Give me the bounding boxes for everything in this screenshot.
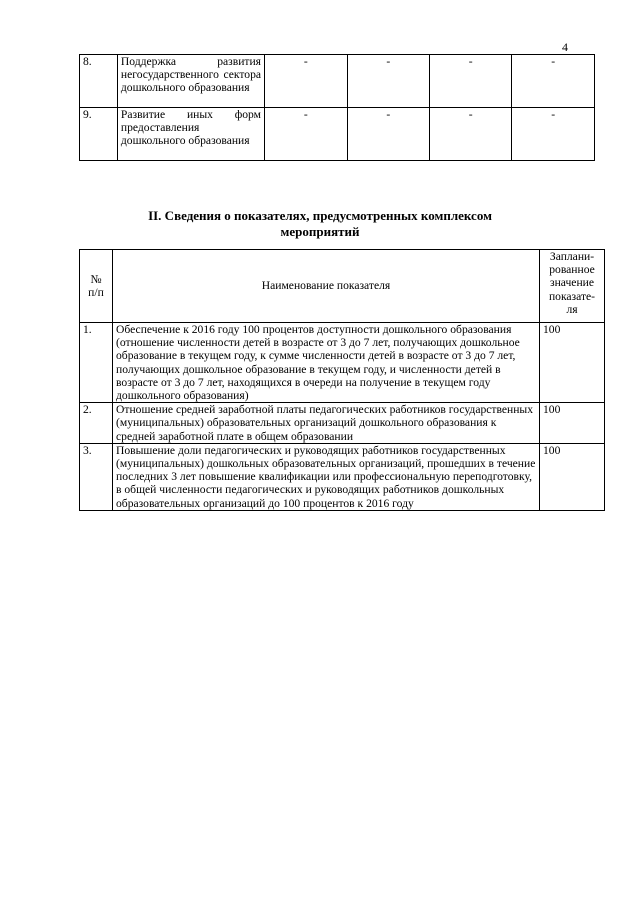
- row-name: Поддержка развития негосударственного сектора дошкольного образования: [117, 55, 264, 108]
- row-value: -: [265, 55, 347, 108]
- section-title-line: II. Сведения о показателях, предусмотренных комплексом: [148, 208, 492, 223]
- table-header-row: [80, 250, 605, 323]
- row-value: -: [512, 55, 595, 108]
- row-text: Повышение доли педагогических и руководящих работников государственных (муниципальных) дошкольных образовательных организаций, прошедших в течение последних 3 лет повышение квалификации или профессиональную переподготовку, в общей численности педагогических и руководящих работников дошкольных образовательных организаций до 100 процентов к 2016 году: [113, 443, 540, 510]
- row-value: -: [512, 108, 595, 161]
- header-number-label: п/п: [88, 286, 104, 299]
- row-number: 9.: [80, 108, 118, 161]
- header-value-line: ля: [566, 302, 578, 316]
- row-number: 8.: [80, 55, 118, 108]
- row-number: 3.: [80, 443, 113, 510]
- row-text: Отношение средней заработной платы педагогических работников государственных (муниципальных) образовательных организаций дошкольного образования к средней заработной плате в общем образовании: [113, 403, 540, 444]
- row-value: -: [347, 108, 429, 161]
- row-value: 100: [540, 403, 605, 444]
- header-value-line: показате-: [548, 289, 596, 303]
- row-value: -: [347, 55, 429, 108]
- header-name: Наименование показателя: [113, 250, 540, 323]
- page-number: 4: [562, 40, 568, 54]
- row-value: 100: [540, 323, 605, 403]
- section-title-line: мероприятий: [280, 224, 360, 239]
- header-value: [540, 250, 605, 323]
- table-row: [80, 108, 595, 161]
- header-value-line: рованное: [549, 263, 595, 277]
- table-row: [80, 443, 605, 510]
- header-value-line: Заплани-: [549, 250, 595, 263]
- row-name: Развитие иных форм предоставления дошкольного образования: [117, 108, 264, 161]
- row-value: -: [265, 108, 347, 161]
- table-row: [80, 55, 595, 108]
- table-row: [80, 403, 605, 444]
- section-title: [0, 208, 640, 240]
- row-number: 1.: [80, 323, 113, 403]
- header-number-symbol: №: [90, 272, 102, 286]
- programs-table: [79, 54, 595, 161]
- row-text: Обеспечение к 2016 году 100 процентов доступности дошкольного образования (отношение численности детей в возрасте от 3 до 7 лет, получающих дошкольное образование в текущем году, к сумме численности детей в возрасте от 3 до 7 лет, получающих дошкольное образование в текущем году, и численности детей в возрасте от 3 до 7 лет, находящихся в очереди на получение в текущем году дошкольного образования): [113, 323, 540, 403]
- header-value-line: значение: [550, 276, 594, 290]
- table-row: [80, 323, 605, 403]
- row-value: -: [430, 108, 512, 161]
- header-number: [80, 250, 113, 323]
- row-number: 2.: [80, 403, 113, 444]
- row-value: 100: [540, 443, 605, 510]
- indicators-table: [79, 249, 605, 511]
- row-value: -: [430, 55, 512, 108]
